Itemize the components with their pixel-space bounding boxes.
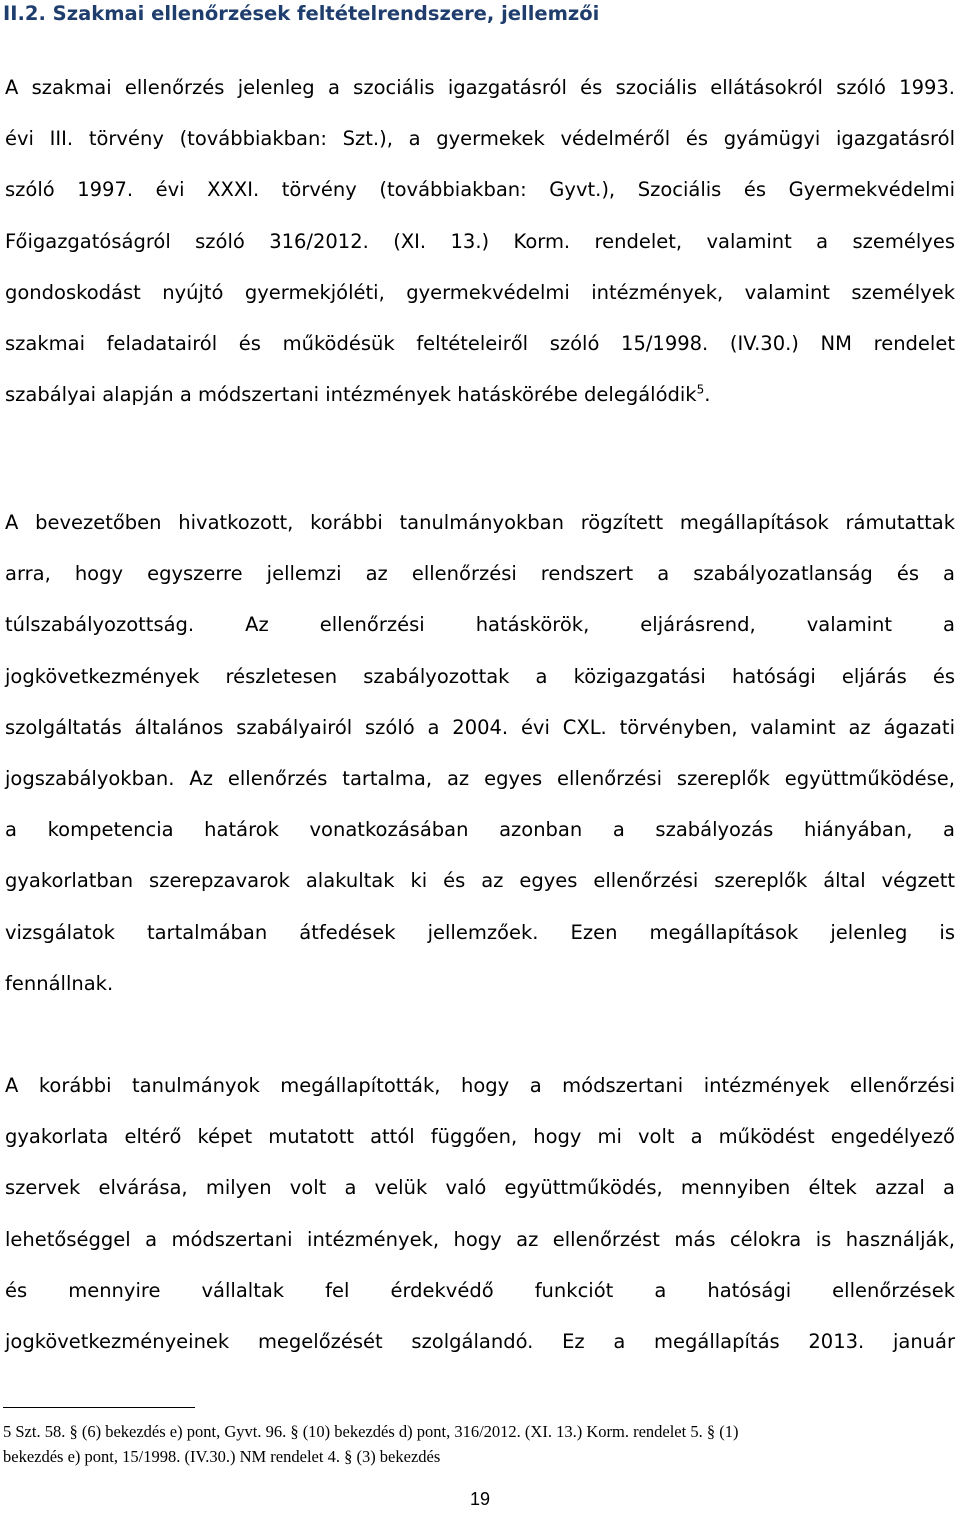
paragraph-line: gyakorlata eltérő képet mutatott attól függően, hogy mi volt a működést engedélyező <box>5 1125 955 1149</box>
paragraph-line: szakmai feladatairól és működésük feltételeiről szóló 15/1998. (IV.30.) NM rendelet <box>5 331 955 355</box>
paragraph-line: A korábbi tanulmányok megállapították, hogy a módszertani intézmények ellenőrzési <box>5 1074 955 1097</box>
paragraph-1 <box>5 62 955 420</box>
paragraph-2 <box>5 497 955 1009</box>
paragraph-line: arra, hogy egyszerre jellemzi az ellenőrzési rendszert a szabályozatlanság és a <box>5 562 955 586</box>
paragraph-line: jogkövetkezmények részletesen szabályozottak a közigazgatási hatósági eljárás és <box>5 664 955 688</box>
paragraph-line-last: fennállnak. <box>5 971 114 995</box>
paragraph-3 <box>5 1060 955 1367</box>
paragraph-line: szervek elvárása, milyen volt a velük való együttműködés, mennyiben éltek azzal a <box>5 1176 955 1200</box>
paragraph-line: A bevezetőben hivatkozott, korábbi tanulmányokban rögzített megállapítások rámutattak <box>5 511 955 534</box>
paragraph-line: túlszabályozottság. Az ellenőrzési hatáskörök, eljárásrend, valamint a <box>5 613 955 637</box>
paragraph-line: A szakmai ellenőrzés jelenleg a szociális igazgatásról és szociális ellátásokról szóló 1993. <box>5 76 955 99</box>
paragraph-line: jogszabályokban. Az ellenőrzés tartalma, az egyes ellenőrzési szereplők együttműködése, <box>5 766 955 790</box>
paragraph-line: gondoskodást nyújtó gyermekjóléti, gyermekvédelmi intézmények, valamint személyek <box>5 280 955 304</box>
paragraph-line: és mennyire vállaltak fel érdekvédő funkciót a hatósági ellenőrzések <box>5 1278 955 1302</box>
footnote-separator <box>3 1407 195 1408</box>
paragraph-line: gyakorlatban szerepzavarok alakultak ki és az egyes ellenőrzési szereplők által végzett <box>5 869 955 893</box>
sentence-end: . <box>704 383 711 407</box>
paragraph-line: vizsgálatok tartalmában átfedések jellemzőek. Ezen megállapítások jelenleg is <box>5 920 955 944</box>
paragraph-line: a kompetencia határok vonatkozásában azonban a szabályozás hiányában, a <box>5 818 955 842</box>
paragraph-line: szolgáltatás általános szabályairól szóló a 2004. évi CXL. törvényben, valamint az ágazati <box>5 715 955 739</box>
paragraph-line: évi III. törvény (továbbiakban: Szt.), a gyermekek védelméről és gyámügyi igazgatásról <box>5 127 955 151</box>
page-number: 19 <box>469 1489 491 1509</box>
paragraph-line: jogkövetkezményeinek megelőzését szolgálandó. Ez a megállapítás 2013. január <box>5 1329 955 1353</box>
footnote-reference[interactable]: 5 <box>696 382 705 397</box>
paragraph-line: szóló 1997. évi XXXI. törvény (továbbiakban: Gyvt.), Szociális és Gyermekvédelmi <box>5 178 955 202</box>
section-heading: II.2. Szakmai ellenőrzések feltételrendszere, jellemzői <box>3 2 600 25</box>
paragraph-text: szabályai alapján a módszertani intézmények hatáskörébe delegálódik <box>5 383 697 407</box>
footnote-line: bekezdés e) pont, 15/1998. (IV.30.) NM rendelet 4. § (3) bekezdés <box>3 1446 441 1466</box>
footnote <box>3 1420 953 1469</box>
paragraph-line: Főigazgatóságról szóló 316/2012. (XI. 13.) Korm. rendelet, valamint a személyes <box>5 229 955 253</box>
footnote-line: 5 Szt. 58. § (6) bekezdés e) pont, Gyvt. 96. § (10) bekezdés d) pont, 316/2012. (XI. 13.) Korm. rendelet 5. § (1) <box>3 1422 739 1441</box>
paragraph-line-last <box>5 369 955 420</box>
paragraph-line: lehetőséggel a módszertani intézmények, hogy az ellenőrzést más célokra is használják, <box>5 1227 955 1251</box>
